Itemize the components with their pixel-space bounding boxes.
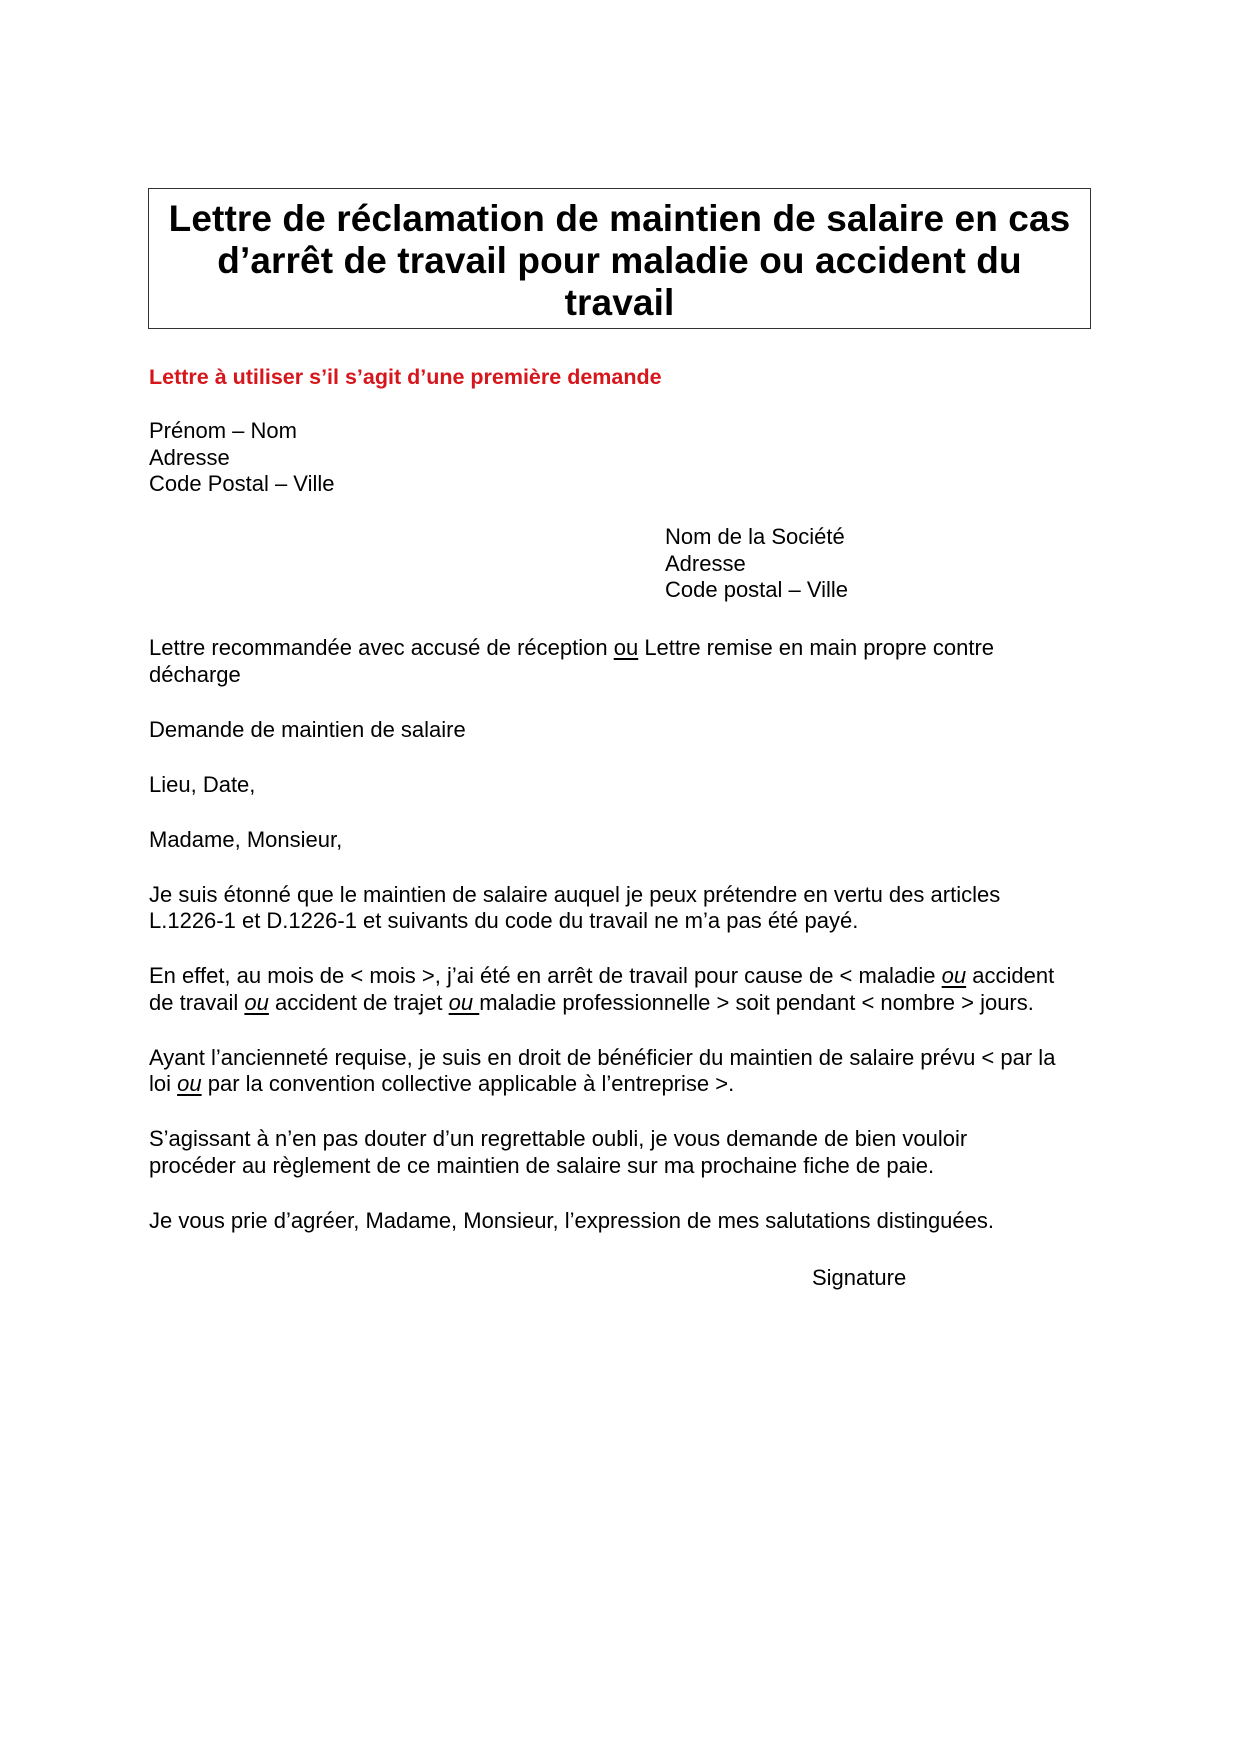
title-line-1: Lettre de réclamation de maintien de salaire en cas <box>168 198 1071 239</box>
delivery-method <box>149 635 1099 688</box>
paragraph-2 <box>149 963 1099 1016</box>
recipient-block <box>665 524 848 604</box>
closing-formula: Je vous prie d’agréer, Madame, Monsieur, l’expression de mes salutations distinguées. <box>149 1207 995 1233</box>
subject-line: Demande de maintien de salaire <box>149 716 466 742</box>
usage-note: Lettre à utiliser s’il s’agit d’une première demande <box>149 365 662 389</box>
salutation: Madame, Monsieur, <box>149 826 343 852</box>
recipient-city: Code postal – Ville <box>665 577 849 602</box>
sender-block <box>149 418 335 498</box>
recipient-company: Nom de la Société <box>665 524 845 549</box>
paragraph-2-b: accident <box>966 963 1055 988</box>
delivery-part-3: décharge <box>149 661 241 687</box>
recipient-address: Adresse <box>665 550 746 576</box>
paragraph-2-e: maladie professionnelle > soit pendant < nombre > jours. <box>479 989 1034 1015</box>
letter-body <box>149 635 1099 1263</box>
delivery-part-1: Lettre recommandée avec accusé de réception <box>149 635 614 660</box>
paragraph-2-d: accident de trajet <box>268 989 449 1015</box>
paragraph-3-or: ou <box>177 1071 202 1096</box>
paragraph-3-b: loi <box>149 1071 178 1096</box>
sender-address: Adresse <box>149 444 230 470</box>
paragraph-1-line-2: L.1226-1 et D.1226-1 et suivants du code du travail ne m’a pas été payé. <box>149 908 859 933</box>
sender-name: Prénom – Nom <box>149 418 297 443</box>
paragraph-3-c: par la convention collective applicable à l’entreprise >. <box>201 1071 735 1096</box>
delivery-or: ou <box>613 635 639 660</box>
paragraph-2-c: de travail <box>149 989 245 1015</box>
title-line-3: travail <box>564 282 675 323</box>
paragraph-4-line-1: S’agissant à n’en pas douter d’un regrettable oubli, je vous demande de bien vouloir <box>149 1126 968 1151</box>
paragraph-4 <box>149 1126 1099 1179</box>
paragraph-2-a: En effet, au mois de < mois >, j’ai été en arrêt de travail pour cause de < maladie <box>149 963 942 988</box>
signature: Signature <box>812 1265 907 1290</box>
paragraph-1-line-1: Je suis étonné que le maintien de salaire auquel je peux prétendre en vertu des articles <box>149 881 1001 907</box>
paragraph-4-line-2: procéder au règlement de ce maintien de salaire sur ma prochaine fiche de paie. <box>149 1152 935 1178</box>
paragraph-2-or-1: ou <box>941 963 967 988</box>
delivery-part-2: Lettre remise en main propre contre <box>638 635 995 660</box>
paragraph-3 <box>149 1045 1099 1098</box>
paragraph-1 <box>149 882 1099 935</box>
document-title <box>149 198 1090 324</box>
paragraph-3-a: Ayant l’ancienneté requise, je suis en droit de bénéficier du maintien de salaire prévu < par la <box>149 1044 1056 1070</box>
place-date: Lieu, Date, <box>149 771 256 797</box>
paragraph-2-or-2: ou <box>244 989 269 1015</box>
paragraph-2-or-3: ou <box>448 989 480 1015</box>
sender-city: Code Postal – Ville <box>149 471 335 496</box>
title-line-2: d’arrêt de travail pour maladie ou accident du <box>217 240 1022 281</box>
title-box <box>148 188 1091 329</box>
